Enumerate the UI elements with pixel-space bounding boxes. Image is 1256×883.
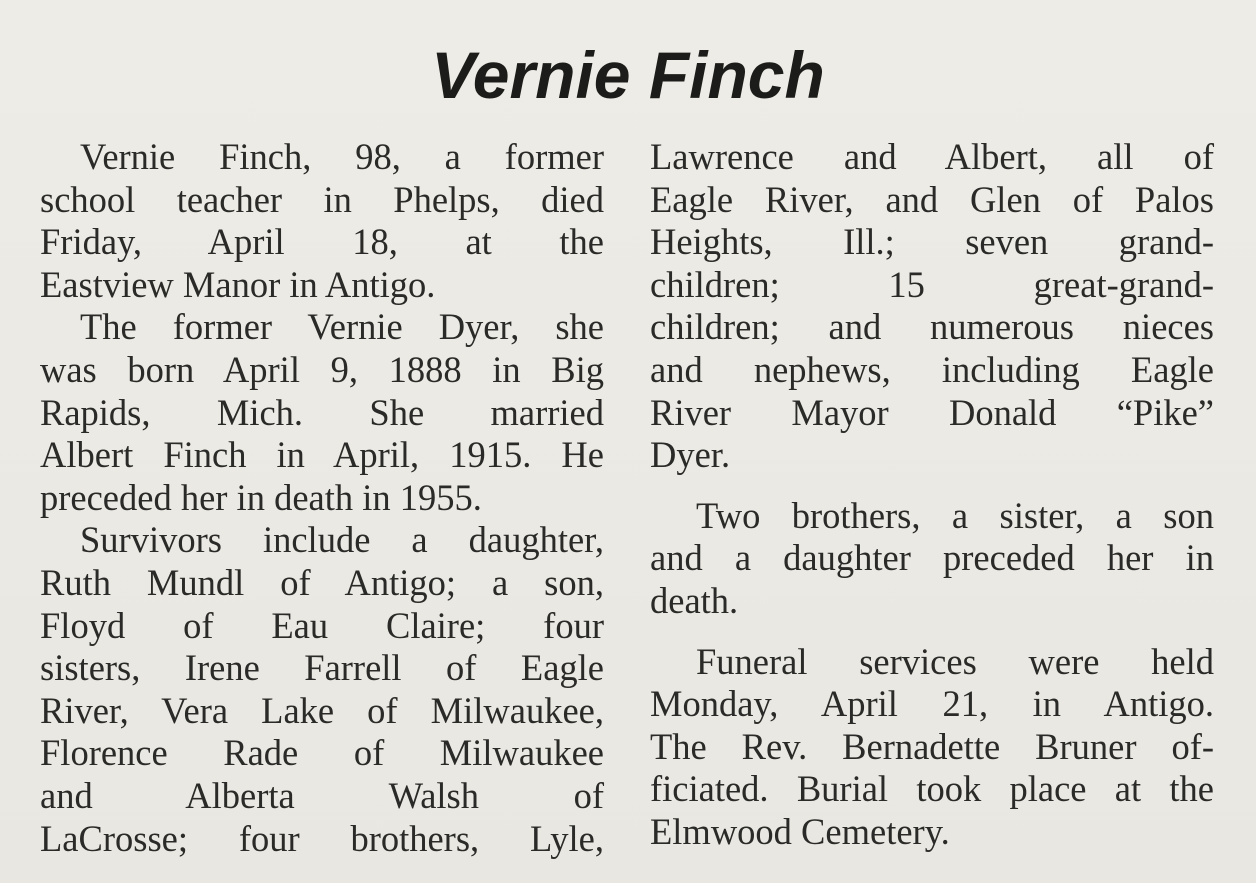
paragraph-funeral <box>650 641 1214 854</box>
text-line: and Alberta Walsh of <box>40 774 604 816</box>
text-line: Vernie Finch, 98, a former <box>80 136 604 177</box>
paragraph-survivors-continued <box>650 136 1214 477</box>
paragraph-predeceased <box>650 495 1214 623</box>
text-line: Funeral services were held <box>696 640 1214 682</box>
text-line: sisters, Irene Farrell of Eagle <box>40 647 604 689</box>
text-line: children; 15 great-grand- <box>650 263 1214 305</box>
headline: Vernie Finch <box>431 38 825 112</box>
text-line: preceded her in death in 1955. <box>40 476 482 518</box>
text-line: ficiated. Burial took place at the <box>650 768 1214 810</box>
text-line: River Mayor Donald “Pike” <box>650 391 1214 433</box>
text-line: children; and numerous nieces <box>650 306 1214 348</box>
text-line: death. <box>650 579 739 621</box>
text-line: The former Vernie Dyer, she <box>80 306 604 348</box>
right-column <box>650 136 1214 854</box>
text-line: Albert Finch in April, 1915. He <box>40 434 604 476</box>
text-line: River, Vera Lake of Milwaukee, <box>40 689 604 731</box>
paragraph-survivors <box>40 519 604 860</box>
text-line: Eastview Manor in Antigo. <box>40 263 436 305</box>
paragraph-biography <box>40 306 604 519</box>
text-line: and nephews, including Eagle <box>650 348 1214 390</box>
text-line: The Rev. Bernadette Bruner of- <box>650 725 1214 767</box>
text-line: Friday, April 18, at the <box>40 221 604 263</box>
paragraph-spacer <box>650 623 1214 641</box>
text-line: Rapids, Mich. She married <box>40 391 604 433</box>
text-line: Florence Rade of Milwaukee <box>40 732 604 774</box>
text-line: Elmwood Cemetery. <box>650 810 950 852</box>
left-column <box>40 136 604 860</box>
text-line: Floyd of Eau Claire; four <box>40 604 604 646</box>
text-line: Lawrence and Albert, all of <box>650 136 1214 177</box>
text-line: Monday, April 21, in Antigo. <box>650 683 1214 725</box>
text-line: Dyer. <box>650 434 731 476</box>
text-line: and a daughter preceded her in <box>650 537 1214 579</box>
text-line: Survivors include a daughter, <box>80 519 604 561</box>
text-line: Heights, Ill.; seven grand- <box>650 221 1214 263</box>
text-line: school teacher in Phelps, died <box>40 178 604 220</box>
text-line: LaCrosse; four brothers, Lyle, <box>40 817 604 859</box>
text-line: Two brothers, a sister, a son <box>696 494 1214 536</box>
paragraph-spacer <box>650 477 1214 495</box>
text-line: was born April 9, 1888 in Big <box>40 348 604 390</box>
text-line: Ruth Mundl of Antigo; a son, <box>40 561 604 603</box>
text-line: Eagle River, and Glen of Palos <box>650 178 1214 220</box>
paragraph-death-notice <box>40 136 604 306</box>
